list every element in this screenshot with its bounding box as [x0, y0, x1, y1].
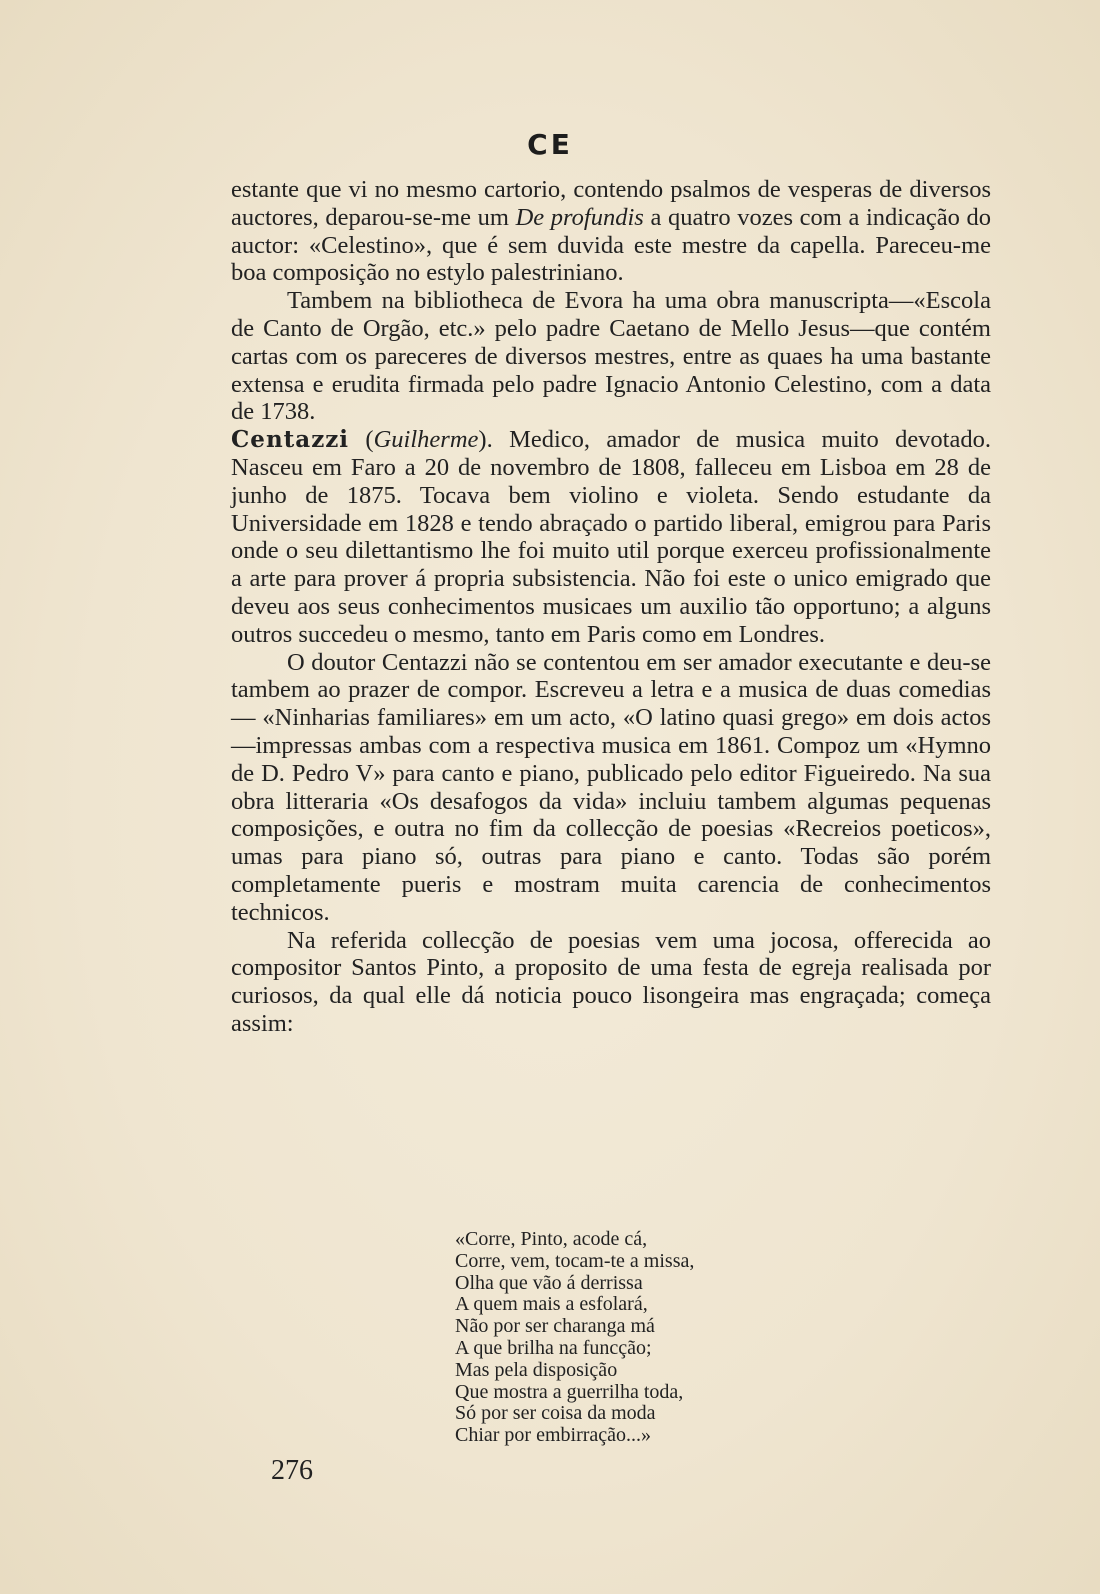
- entry-paren-open: (: [349, 426, 374, 454]
- entry-headword: Centazzi: [231, 426, 350, 454]
- verse-line: A que brilha na funcção;: [455, 1336, 652, 1359]
- paragraph-continuation: [231, 176, 991, 287]
- verse-line: Mas pela disposição: [455, 1358, 618, 1381]
- entry-given-name: Guilherme: [373, 426, 479, 454]
- body-text: [231, 176, 991, 1038]
- paragraph: Na referida collecção de poesias vem uma jocosa, offerecida ao compositor Santos Pinto, a proposito de uma festa de egreja realisada por curiosos, da qual elle dá noticia pouco lisongeira mas engraçada; começa assim:: [231, 926, 991, 1037]
- paragraph-text: estante que vi no mesmo cartorio, contendo psalmos de vesperas de diversos auctores, deparou-se-me um: [231, 176, 991, 231]
- verse-line: Que mostra a guerrilha toda,: [455, 1380, 684, 1403]
- running-head: CE: [527, 128, 573, 161]
- verse-line: Chiar por embirração...»: [455, 1424, 652, 1447]
- page-number: 276: [271, 1455, 313, 1486]
- verse-line: Só por ser coisa da moda: [455, 1402, 656, 1425]
- paragraph-text: a quatro vozes com a indicação do auctor: «Celestino», que é sem duvida este mestre da capella. Pareceu-me boa composição no estylo palestriniano.: [231, 203, 991, 287]
- verse-quotation: [455, 1229, 694, 1447]
- work-title: De profundis: [515, 203, 644, 231]
- verse-line: Olha que vão á derrissa: [455, 1271, 643, 1294]
- dictionary-entry: [231, 426, 991, 648]
- paragraph: Tambem na bibliotheca de Evora ha uma obra manuscripta—«Escola de Canto de Orgão, etc.» pelo padre Caetano de Mello Jesus—que contém cartas com os pareceres de diversos mestres, entre as quaes ha uma bastante extensa e erudita firmada pelo padre Ignacio Antonio Celestino, com a data de 1738.: [231, 287, 991, 426]
- entry-paren-close: ).: [478, 426, 510, 454]
- entry-body: Medico, amador de musica muito devotado. Nasceu em Faro a 20 de novembro de 1808, falleceu em Lisboa em 28 de junho de 1875. Tocava bem violino e violeta. Sendo estudante da Universidade em 1828 e tendo abraçado o partido liberal, emigrou para Paris onde o seu dilettantismo lhe foi muito util porque exerceu profissionalmente a arte para prover á propria subsistencia. Não foi este o unico emigrado que deveu aos seus conhecimentos musicaes um auxilio tão opportuno; a alguns outros succedeu o mesmo, tanto em Paris como em Londres.: [231, 426, 991, 648]
- paragraph: O doutor Centazzi não se contentou em ser amador executante e deu-se tambem ao prazer de compor. Escreveu a letra e a musica de duas comedias— «Ninharias familiares» em um acto, «O latino quasi grego» em dois actos—impressas ambas com a respectiva musica em 1861. Compoz um «Hymno de D. Pedro V» para canto e piano, publicado pelo editor Figueiredo. Na sua obra litteraria «Os desafogos da vida» incluiu tambem algumas pequenas composições, e outra no fim da collecção de poesias «Recreios poeticos», umas para piano só, outras para piano e canto. Todas são porém completamente pueris e mostram muita carencia de conhecimentos technicos.: [231, 648, 991, 926]
- verse-line: A quem mais a esfolará,: [455, 1293, 648, 1316]
- verse-line: «Corre, Pinto, acode cá,: [455, 1228, 648, 1250]
- verse-line: Não por ser charanga má: [455, 1315, 655, 1338]
- verse-line: Corre, vem, tocam-te a missa,: [455, 1249, 695, 1272]
